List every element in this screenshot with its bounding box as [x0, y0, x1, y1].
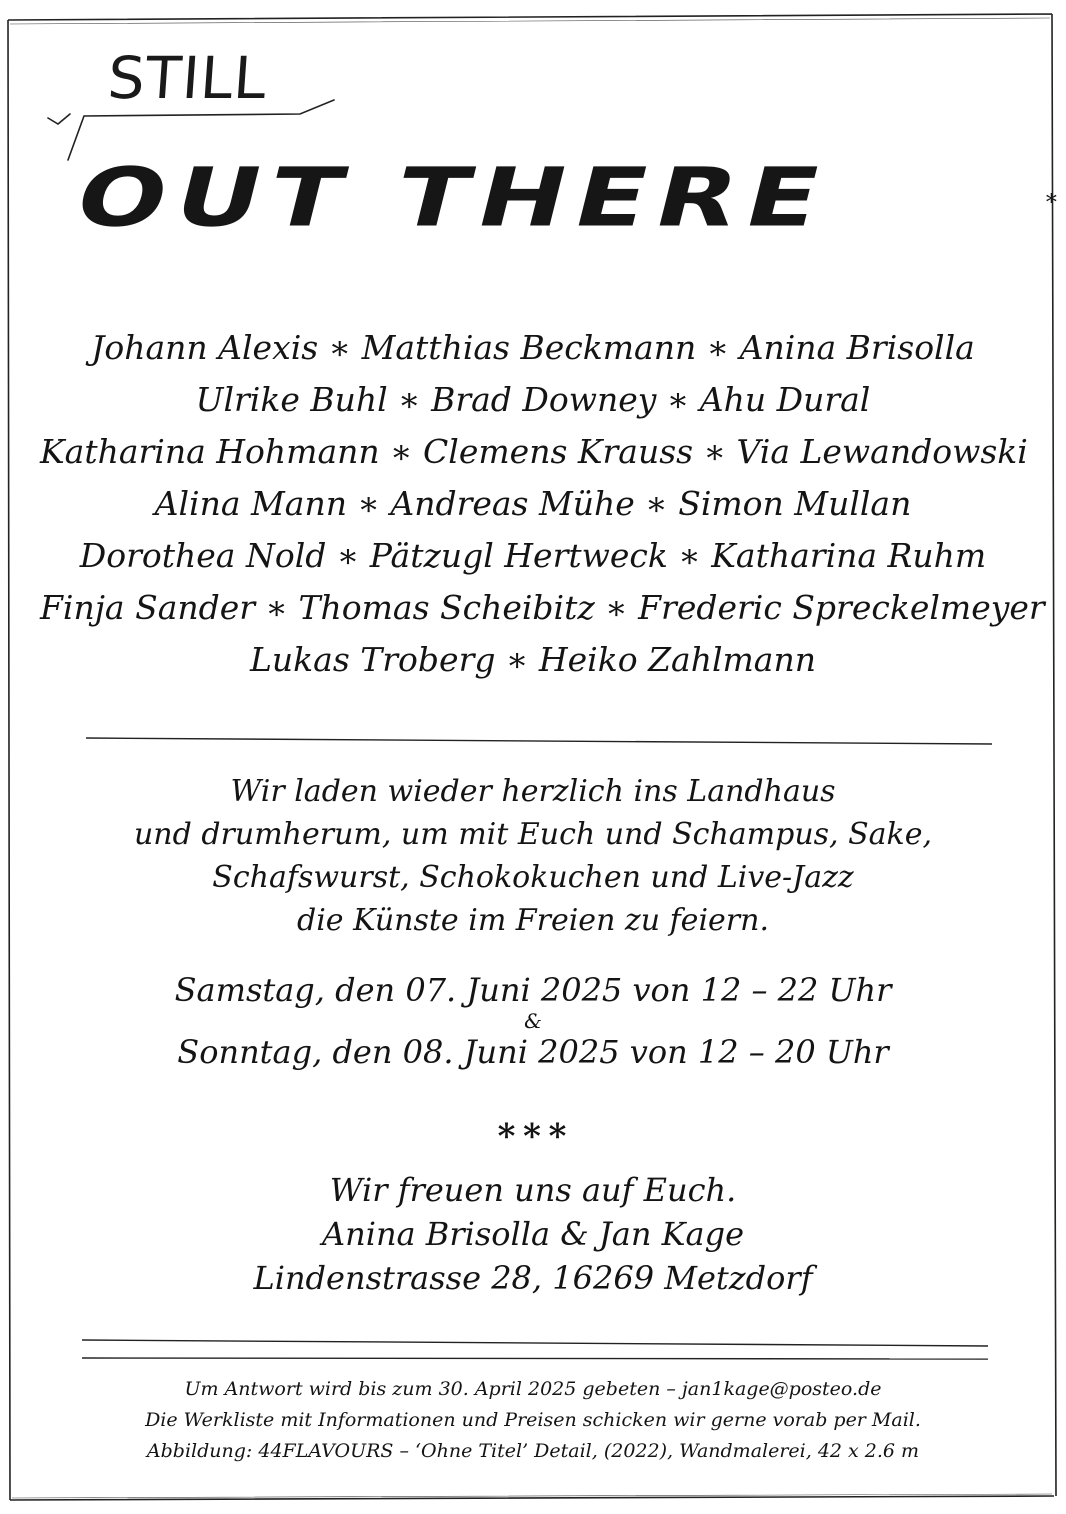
closing-greeting: Wir freuen uns auf Euch.	[329, 1171, 737, 1209]
worklist-note: Die Werkliste mit Informationen und Preisen schicken wir gerne vorab per Mail.	[145, 1409, 921, 1431]
footer-notes	[40, 1374, 1026, 1467]
date-joiner: &	[524, 1009, 542, 1033]
rsvp-note: Um Antwort wird bis zum 30. April 2025 gebeten – jan1kage@posteo.de	[184, 1378, 882, 1400]
edge-asterisk: ∗	[1044, 186, 1059, 211]
invitation-line: die Künste im Freien zu feiern.	[297, 903, 769, 938]
invitation-line: Wir laden wieder herzlich ins Landhaus	[230, 774, 836, 809]
invitation-text	[40, 770, 1026, 942]
event-dates	[40, 970, 1026, 1072]
invitation-line: und drumherum, um mit Euch und Schampus, Sake,	[133, 817, 933, 852]
closing-block	[40, 1168, 1026, 1300]
image-credit: Abbildung: 44FLAVOURS – ‘Ohne Titel’ Detail, (2022), Wandmalerei, 42 x 2.6 m	[146, 1440, 920, 1462]
headline-out-there: OUT THERE	[66, 150, 841, 246]
artist-line: Lukas Troberg ∗ Heiko Zahlmann	[250, 640, 816, 679]
host-names: Anina Brisolla & Jan Kage	[321, 1215, 744, 1253]
artist-list	[40, 322, 1045, 686]
separator-stars: ∗∗∗	[494, 1110, 572, 1150]
date-sunday: Sonntag, den 08. Juni 2025 von 12 – 20 Uhr	[177, 1033, 889, 1071]
artist-line: Ulrike Buhl ∗ Brad Downey ∗ Ahu Dural	[195, 380, 871, 419]
artist-line: Katharina Hohmann ∗ Clemens Krauss ∗ Via Lewandowski	[40, 432, 1028, 471]
artist-line: Alina Mann ∗ Andreas Mühe ∗ Simon Mullan	[154, 484, 912, 523]
invitation-line: Schafswurst, Schokokuchen und Live-Jazz	[212, 860, 854, 895]
artist-line: Johann Alexis ∗ Matthias Beckmann ∗ Anina Brisolla	[91, 328, 975, 367]
date-saturday: Samstag, den 07. Juni 2025 von 12 – 22 Uhr	[174, 971, 892, 1009]
kicker-still: STILL	[105, 44, 270, 112]
address: Lindenstrasse 28, 16269 Metzdorf	[253, 1259, 813, 1297]
artist-line: Dorothea Nold ∗ Pätzugl Hertweck ∗ Katharina Ruhm	[79, 536, 987, 575]
artist-line: Finja Sander ∗ Thomas Scheibitz ∗ Frederic Spreckelmeyer	[40, 588, 1045, 627]
